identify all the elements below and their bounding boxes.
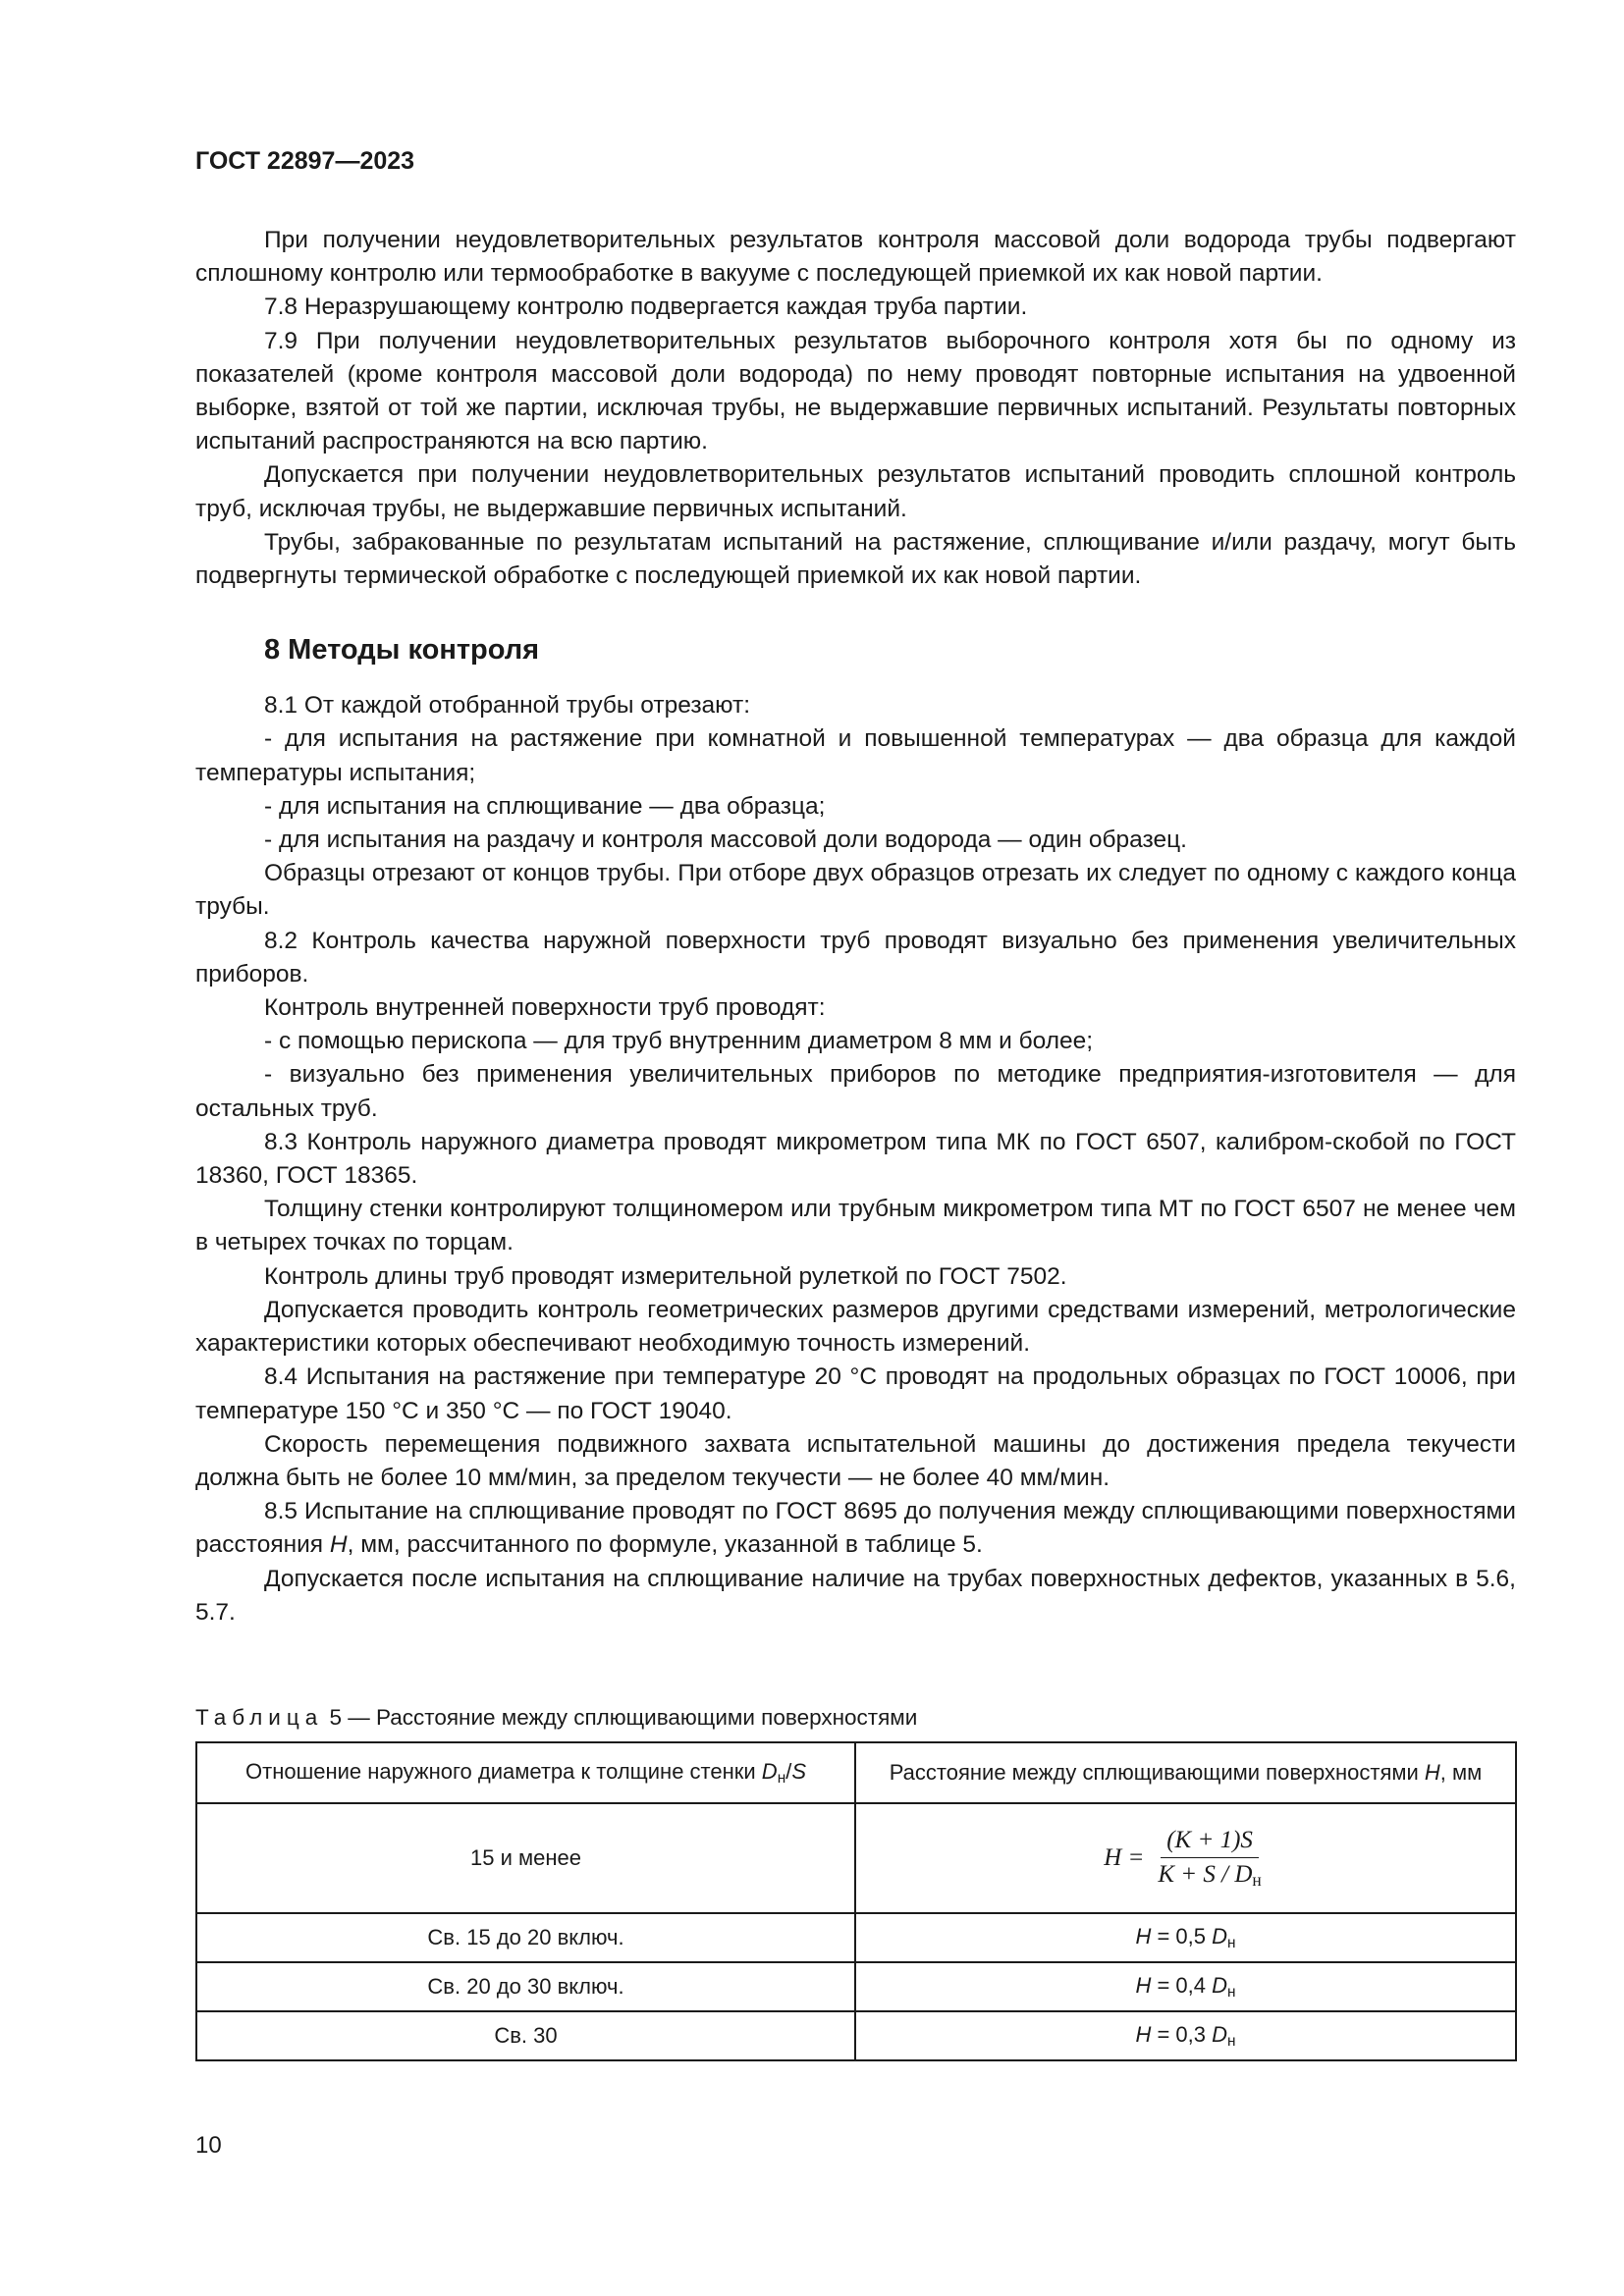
table-caption-text: 5 — Расстояние между сплющивающими поверхностями [323,1705,918,1730]
table-caption-word: Таблица [195,1705,324,1730]
paragraph: При получении неудовлетворительных результатов контроля массовой доли водорода трубы подвергают сплошному контролю или термообработке в вакууме с последующей приемкой их как новой партии. [195,227,1516,288]
page-number: 10 [195,2132,222,2159]
document-body [195,224,1516,1629]
document-header: ГОСТ 22897—2023 [195,147,415,175]
table-5 [195,1741,1517,2061]
p85-before: 8.5 Испытание на сплющивание проводят по ГОСТ 8695 до получения между сплющивающими поверхностями расстояния [195,1498,1516,1559]
section-heading: 8 Методы контроля [264,634,540,667]
formula [1104,1827,1268,1891]
paragraph: Контроль внутренней поверхности труб проводят: [264,994,826,1022]
table-header-cell: Отношение наружного диаметра к толщине стенки $D_н/S$ [196,1742,855,1803]
paragraph: 8.4 Испытания на растяжение при температуре 20 °С проводят на продольных образцах по ГОСТ 10006, при температуре 150 °С и 350 °С — по ГОСТ 19040. [195,1363,1516,1424]
paragraph: Трубы, забракованные по результатам испытаний на растяжение, сплющивание и/или раздачу, могут быть подвергнуты термической обработке с последующей приемкой их как новой партии. [195,528,1516,590]
formula-fraction [1152,1827,1267,1891]
paragraph: 7.9 При получении неудовлетворительных результатов выборочного контроля хотя бы по одному из показателей (кроме контроля массовой доли водорода) по нему проводят повторные испытания на удвоенной выборке, взятой от той же партии, исключая трубы, не выдержавшие первичных испытаний. Результаты повторных испытаний распространяются на всю партию. [195,327,1516,455]
table-caption [195,1705,917,1731]
table-row [196,2011,1516,2060]
formula-numerator: (K + 1)S [1161,1827,1259,1858]
table-cell: H = 0,3 $D_н$ [855,2011,1516,2060]
paragraph: 8.2 Контроль качества наружной поверхности труб проводят визуально без применения увеличительных приборов. [195,927,1516,988]
table-row [196,1913,1516,1962]
list-item: - для испытания на раздачу и контроля массовой доли водорода — один образец. [264,827,1187,854]
paragraph: 8.1 От каждой отобранной трубы отрезают: [264,692,751,720]
paragraph: Допускается при получении неудовлетворительных результатов испытаний проводить сплошной контроль труб, исключая трубы, не выдержавшие первичных испытаний. [195,461,1516,522]
formula-lhs: H = [1104,1844,1145,1871]
paragraph: Допускается проводить контроль геометрических размеров другими средствами измерений, метрологические характеристики которых обеспечивают необходимую точность измерений. [195,1296,1516,1358]
p85-after: , мм, рассчитанного по формуле, указанной в таблице 5. [347,1531,983,1559]
table-cell: Св. 15 до 20 включ. [196,1913,855,1962]
table-cell: Св. 30 [196,2011,855,2060]
table-cell: Св. 20 до 30 включ. [196,1962,855,2011]
paragraph: Толщину стенки контролируют толщиномером или трубным микрометром типа МТ по ГОСТ 6507 не менее чем в четырех точках по торцам. [195,1196,1516,1256]
paragraph: Скорость перемещения подвижного захвата испытательной машины до достижения предела текучести должна быть не более 10 мм/мин, за пределом текучести — не более 40 мм/мин. [195,1430,1516,1491]
paragraph: 7.8 Неразрушающему контролю подвергается каждая труба партии. [264,294,1028,321]
table-row [196,1803,1516,1913]
p85-var: H [329,1531,348,1559]
paragraph: Допускается после испытания на сплющивание наличие на трубах поверхностных дефектов, указанных в 5.6, 5.7. [195,1565,1516,1626]
formula-denominator: $K + S / D_н$ [1158,1860,1262,1890]
table-header-cell: Расстояние между сплющивающими поверхностями H, мм [855,1742,1516,1803]
paragraph: Образцы отрезают от концов трубы. При отборе двух образцов отрезать их следует по одному с каждого конца трубы. [195,860,1516,921]
table-row [196,1962,1516,2011]
paragraph-8-5 [195,1495,1516,1562]
list-item: - для испытания на растяжение при комнатной и повышенной температурах — два образца для каждой температуры испытания; [195,725,1516,786]
table-cell: H = 0,4 $D_н$ [855,1962,1516,2011]
list-item: - с помощью перископа — для труб внутренним диаметром 8 мм и более; [264,1028,1094,1055]
table-header-row [196,1742,1516,1803]
table-cell: 15 и менее [196,1803,855,1913]
formula-cell [855,1803,1516,1913]
list-item: - визуально без применения увеличительных приборов по методике предприятия-изготовителя — для остальных труб. [195,1061,1516,1122]
table-cell: H = 0,5 $D_н$ [855,1913,1516,1962]
list-item: - для испытания на сплющивание — два образца; [264,792,826,820]
paragraph: 8.3 Контроль наружного диаметра проводят микрометром типа МК по ГОСТ 6507, калибром-скобой по ГОСТ 18360, ГОСТ 18365. [195,1128,1516,1190]
paragraph: Контроль длины труб проводят измерительной рулеткой по ГОСТ 7502. [264,1262,1067,1290]
